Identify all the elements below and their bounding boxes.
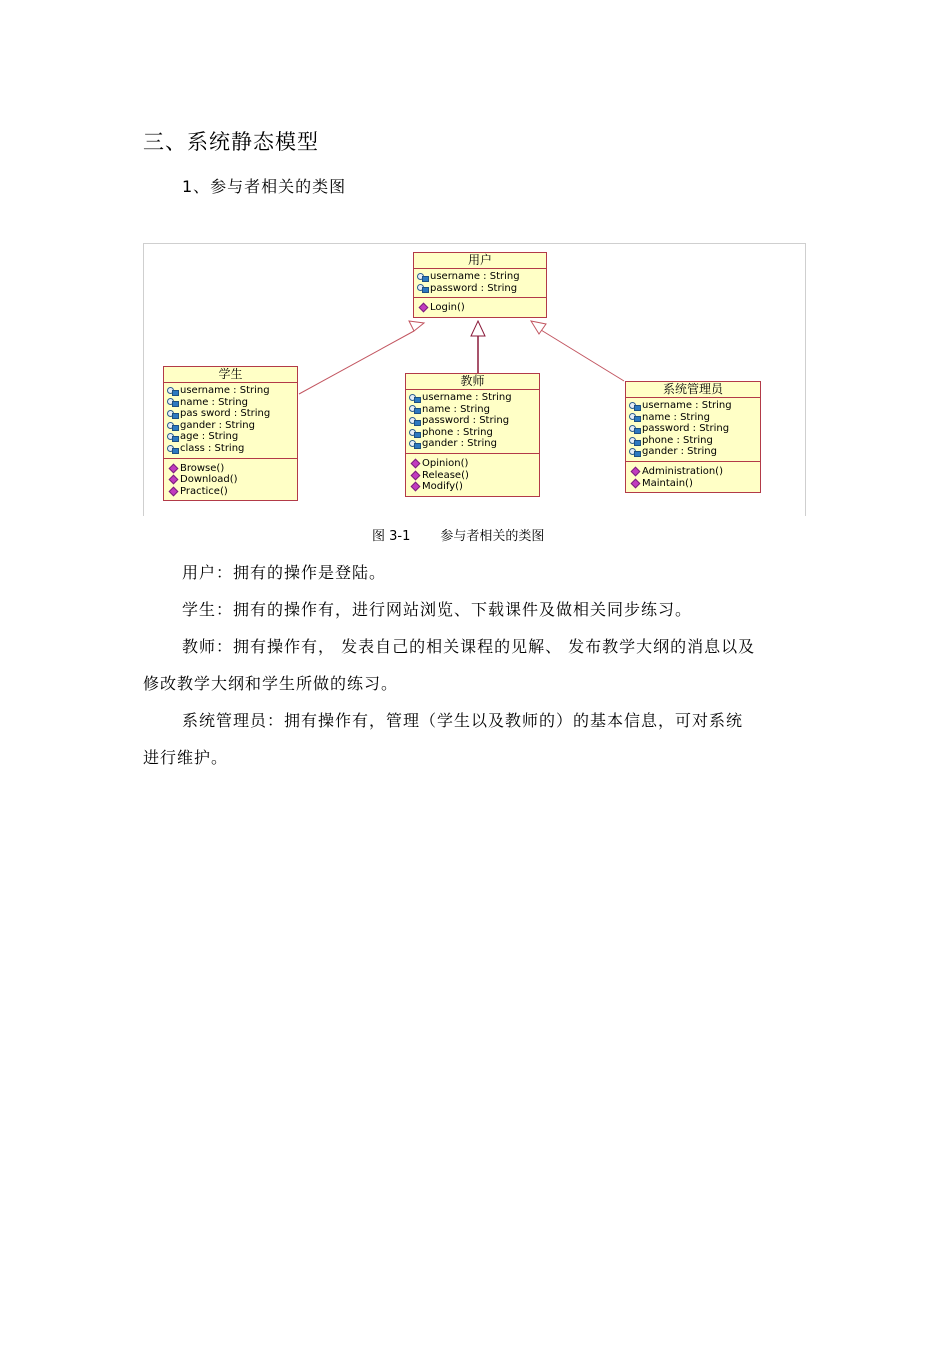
figure-caption-text: 参与者相关的类图 (440, 529, 545, 544)
edge-admin-user (541, 330, 624, 381)
operation-label: Opinion() (422, 457, 469, 469)
class-attribute (629, 412, 760, 424)
class-attribute (167, 431, 297, 443)
class-operation (412, 470, 539, 482)
operation-label: Practice() (180, 485, 228, 497)
class-attributes (626, 398, 760, 462)
attribute-icon (167, 433, 178, 441)
class-attribute (409, 438, 539, 450)
class-operation (420, 302, 546, 314)
class-name: 系统管理员 (626, 382, 760, 398)
operation-icon (169, 487, 179, 497)
attribute-label: name : String (422, 403, 490, 415)
edge-teacher-user-arrowhead (471, 321, 485, 336)
attribute-icon (167, 387, 178, 395)
operation-label: Download() (180, 474, 238, 486)
paragraph-admin-line1: 系统管理员：拥有操作有，管理（学生以及教师的）的基本信息，可对系统 (182, 711, 744, 730)
class-attribute (409, 404, 539, 416)
operation-icon (631, 467, 641, 477)
class-name: 学生 (164, 367, 297, 383)
class-operation (632, 466, 760, 478)
attribute-icon (629, 448, 640, 456)
attribute-label: name : String (180, 396, 248, 408)
paragraph-student: 学生：拥有的操作有，进行网站浏览、下载课件及做相关同步练习。 (182, 600, 693, 619)
attribute-icon (167, 398, 178, 406)
class-operations (164, 459, 297, 501)
class-attribute (409, 415, 539, 427)
operation-icon (169, 475, 179, 485)
operation-icon (411, 482, 421, 492)
attribute-label: password : String (422, 415, 510, 427)
edge-student-user-arrowhead (409, 321, 424, 331)
class-operation (170, 486, 297, 498)
attribute-label: username : String (430, 271, 520, 282)
class-name: 用户 (414, 253, 546, 269)
class-attribute (629, 400, 760, 412)
attribute-icon (629, 437, 640, 445)
figure-number: 图 3-1 (372, 529, 411, 544)
operation-icon (411, 459, 421, 469)
attribute-label: gander : String (642, 446, 717, 458)
class-name: 教师 (406, 374, 539, 390)
attribute-icon (409, 440, 420, 448)
attribute-icon (417, 273, 428, 281)
attribute-label: username : String (642, 400, 732, 411)
attribute-icon (629, 402, 640, 410)
attribute-label: gander : String (422, 438, 497, 450)
class-operations (414, 298, 546, 317)
class-operation (632, 478, 760, 490)
attribute-label: gander : String (180, 419, 255, 431)
attribute-icon (167, 445, 178, 453)
class-attribute (409, 392, 539, 404)
class-attribute (167, 420, 297, 432)
figure-caption (372, 525, 544, 544)
paragraph-teacher-line1: 教师：拥有操作有， 发表自己的相关课程的见解、 发布教学大纲的消息以及 (182, 637, 756, 656)
attribute-label: pas sword : String (180, 408, 271, 420)
attribute-label: username : String (422, 392, 512, 403)
attribute-icon (629, 413, 640, 421)
paragraph-user: 用户：拥有的操作是登陆。 (182, 563, 387, 582)
class-attributes (414, 269, 546, 298)
attribute-label: name : String (642, 411, 710, 423)
attribute-label: phone : String (422, 426, 493, 438)
class-attribute (167, 385, 297, 397)
class-attribute (629, 446, 760, 458)
operation-icon (631, 478, 641, 488)
class-attribute (629, 435, 760, 447)
class-attribute (409, 427, 539, 439)
operation-label: Browse() (180, 462, 225, 474)
operation-icon (411, 470, 421, 480)
attribute-label: password : String (642, 423, 730, 435)
class-user (413, 252, 547, 318)
operation-label: Administration() (642, 465, 723, 477)
edge-student-user (299, 331, 414, 394)
class-attributes (164, 383, 297, 459)
attribute-icon (167, 410, 178, 418)
operation-label: Login() (430, 302, 465, 314)
class-attribute (629, 423, 760, 435)
operation-label: Maintain() (642, 477, 693, 489)
class-operations (626, 462, 760, 492)
attribute-icon (629, 425, 640, 433)
class-attribute (167, 443, 297, 455)
class-student (163, 366, 298, 501)
class-attributes (406, 390, 539, 454)
class-attribute (417, 271, 546, 283)
operation-label: Release() (422, 469, 469, 481)
attribute-label: password : String (430, 282, 518, 294)
operation-icon (169, 463, 179, 473)
class-teacher (405, 373, 540, 497)
attribute-label: username : String (180, 385, 270, 396)
attribute-label: class : String (180, 442, 245, 454)
paragraph-admin-line2: 进行维护。 (143, 748, 229, 767)
attribute-icon (409, 405, 420, 413)
class-operation (412, 458, 539, 470)
attribute-label: age : String (180, 431, 239, 443)
class-operation (170, 474, 297, 486)
attribute-icon (409, 429, 420, 437)
class-operation (170, 463, 297, 475)
operation-label: Modify() (422, 481, 463, 493)
subsection-title: 1、参与者相关的类图 (182, 177, 347, 196)
operation-icon (419, 303, 429, 313)
class-operation (412, 481, 539, 493)
attribute-icon (417, 284, 428, 292)
class-attribute (167, 397, 297, 409)
class-operations (406, 454, 539, 496)
attribute-icon (167, 422, 178, 430)
class-attribute (417, 283, 546, 295)
paragraph-teacher-line2: 修改教学大纲和学生所做的练习。 (143, 674, 399, 693)
class-admin (625, 381, 761, 493)
class-attribute (167, 408, 297, 420)
attribute-label: phone : String (642, 434, 713, 446)
class-diagram (143, 243, 806, 516)
attribute-icon (409, 417, 420, 425)
section-title: 三、系统静态模型 (143, 130, 319, 154)
attribute-icon (409, 394, 420, 402)
